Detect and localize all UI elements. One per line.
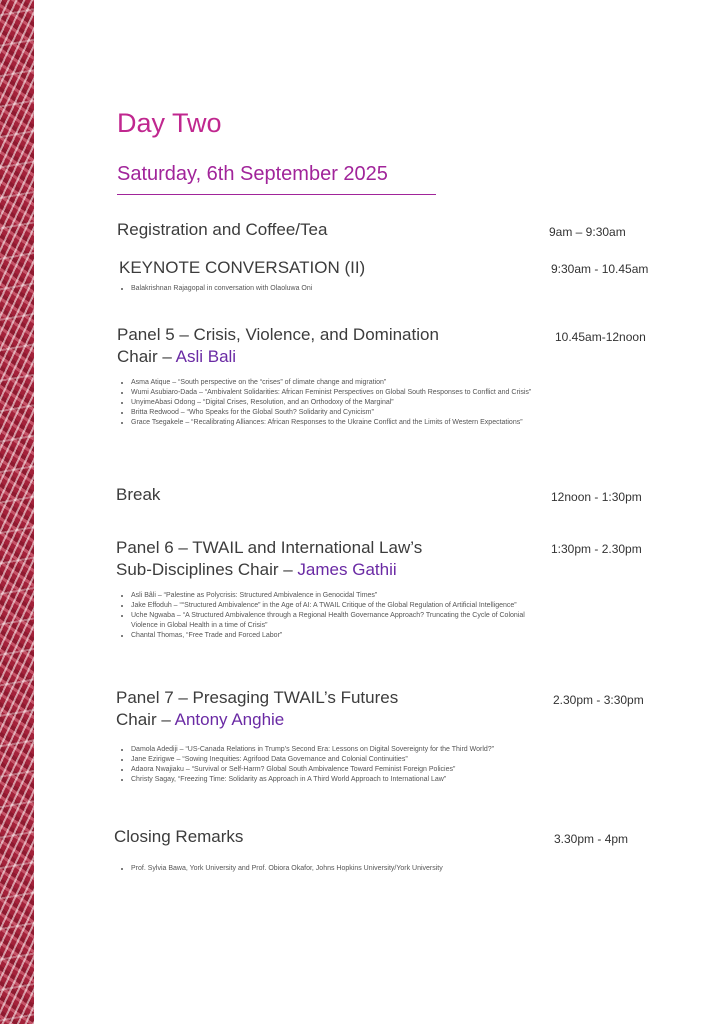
panel-title: Panel 7 – Presaging TWAIL’s Futures: [116, 688, 399, 707]
session-time-break: 12noon - 1:30pm: [551, 490, 642, 504]
page-title: Day Two: [117, 108, 222, 138]
chair-name: Antony Anghie: [174, 710, 285, 729]
closing-list: [117, 864, 601, 874]
keynote-list: [117, 284, 551, 294]
session-title-keynote: KEYNOTE CONVERSATION (II): [119, 258, 366, 277]
list-item: • Adaora Nwajiaku – “Survival or Self-Harm? Global South Ambivalence Toward Feminist Foreign Policies”: [131, 765, 601, 775]
chair-line: [116, 559, 422, 581]
panel7-list: [117, 745, 601, 785]
session-time-closing: 3.30pm - 4pm: [554, 832, 629, 846]
chair-line: [116, 709, 398, 731]
list-item: • Jane Ezirigwe – “Sowing Inequities: Agrifood Data Governance and Colonial Continuities”: [131, 755, 601, 765]
list-item: • Wumi Asubiaro-Dada – “Ambivalent Solidarities: African Feminist Perspectives on Global South Responses to Conflict and Crisis”: [131, 388, 551, 398]
list-item: • Britta Redwood – “Who Speaks for the Global South? Solidarity and Cynicism”: [131, 408, 551, 418]
list-item: • Christy Sagay, “Freezing Time: Solidarity as Approach in A Third World Approach to International Law”: [131, 775, 601, 785]
session-time-panel7: 2.30pm - 3:30pm: [553, 693, 644, 707]
session-time-registration: 9am – 9:30am: [549, 225, 626, 239]
list-item: • Grace Tsegakele – “Recalibrating Alliances: African Responses to the Ukraine Conflict and the Limits of Western Expectations”: [131, 418, 551, 428]
session-title-panel7: [116, 687, 398, 731]
list-item: • Asli Bâli – “Palestine as Polycrisis: Structured Ambivalence in Genocidal Times”: [131, 591, 551, 601]
list-item: • UnyimeAbasi Odong – “Digital Crises, Resolution, and an Orthodoxy of the Marginal”: [131, 398, 551, 408]
list-item: • Prof. Sylvia Bawa, York University and Prof. Obiora Okafor, Johns Hopkins University/York University: [131, 864, 601, 874]
list-item: • Chantal Thomas, “Free Trade and Forced Labor”: [131, 631, 551, 641]
chair-prefix: Sub-Disciplines Chair –: [116, 560, 293, 579]
decorative-border-pattern: [0, 0, 34, 1024]
panel6-list: [117, 591, 551, 641]
list-item: • Jake Effoduh – ““Structured Ambivalence” in the Age of AI: A TWAIL Critique of the Global Regulation of Artificial Intelligence”: [131, 601, 551, 611]
session-title-registration: Registration and Coffee/Tea: [117, 220, 328, 239]
panel-title: Panel 6 – TWAIL and International Law’s: [116, 538, 423, 557]
chair-name: Asli Bali: [175, 347, 237, 366]
chair-name: James Gathii: [297, 560, 397, 579]
list-item: • Damola Adediji – “US-Canada Relations in Trump’s Second Era: Lessons on Digital Sovereignty for the Third World?”: [131, 745, 601, 755]
session-title-closing: Closing Remarks: [114, 827, 244, 846]
chair-prefix: Chair –: [116, 710, 171, 729]
session-time-panel5: 10.45am-12noon: [555, 330, 646, 344]
session-time-keynote: 9:30am - 10.45am: [551, 262, 649, 276]
panel-title: Panel 5 – Crisis, Violence, and Domination: [117, 325, 439, 344]
chair-line: [117, 346, 439, 368]
chair-prefix: Chair –: [117, 347, 172, 366]
divider: [117, 194, 436, 195]
session-title-panel6: [116, 537, 422, 581]
list-item: • Balakrishnan Rajagopal in conversation with Olaoluwa Oni: [131, 284, 551, 294]
date-heading: Saturday, 6th September 2025: [117, 163, 388, 185]
session-title-panel5: [117, 324, 439, 368]
panel5-list: [117, 378, 551, 428]
session-time-panel6: 1:30pm - 2.30pm: [551, 542, 642, 556]
list-item: • Asma Atique – “South perspective on the “crises” of climate change and migration”: [131, 378, 551, 388]
session-title-break: Break: [116, 485, 161, 504]
list-item: • Uche Ngwaba – “A Structured Ambivalence through a Regional Health Governance Approach? Truncating the Cycle of Colonial Violence in Global Health in a time of Crisis”: [131, 611, 551, 631]
